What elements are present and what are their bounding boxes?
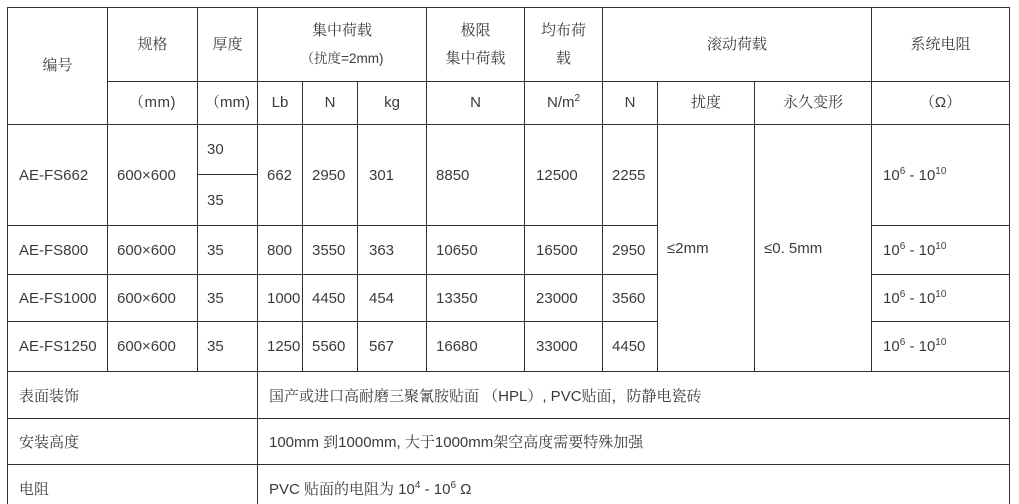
header-unit-kg: kg <box>358 82 427 125</box>
header-spec: 规格 <box>108 8 198 82</box>
cell-spec: 600×600 <box>108 125 198 226</box>
cell-rolling: 4450 <box>603 322 658 372</box>
cell-uniform: 12500 <box>525 125 603 226</box>
cell-resistance: $10^6 - 10^{10}$ <box>872 125 1010 226</box>
cell-id: AE-FS800 <box>8 226 108 275</box>
cell-load-n: 5560 <box>303 322 358 372</box>
cell-resistance: $10^6 - 10^{10}$ <box>872 226 1010 275</box>
cell-load-kg: 454 <box>358 275 427 322</box>
cell-ultimate: 16680 <box>427 322 525 372</box>
cell-id: AE-FS1000 <box>8 275 108 322</box>
header-uniform-unit: $N/m^2$ <box>525 82 603 125</box>
cell-thickness-30: 30 <box>198 125 258 175</box>
cell-spec: 600×600 <box>108 322 198 372</box>
cell-load-lb: 1000 <box>258 275 303 322</box>
cell-load-lb: 800 <box>258 226 303 275</box>
header-resistance-unit: （Ω） <box>872 82 1010 125</box>
header-spec-unit: （mm) <box>108 82 198 125</box>
header-concentrated-load <box>258 8 427 82</box>
header-thickness: 厚度 <box>198 8 258 82</box>
cell-spec: 600×600 <box>108 275 198 322</box>
cell-resistance: $10^6 - 10^{10}$ <box>872 275 1010 322</box>
footer-value-install-height: 100mm 到1000mm, 大于1000mm架空高度需要特殊加强 <box>258 419 1010 465</box>
footer-value-resistance: PVC 贴面的电阻为 $10^4 - 10^6$ Ω <box>258 465 1010 504</box>
header-rolling-deflection-label: 扰度 <box>658 82 755 125</box>
cell-thickness: 35 <box>198 275 258 322</box>
footer-label-install-height: 安装高度 <box>8 419 258 465</box>
table-row <box>8 372 1010 419</box>
cell-load-n: 2950 <box>303 125 358 226</box>
cell-ultimate: 10650 <box>427 226 525 275</box>
cell-load-n: 4450 <box>303 275 358 322</box>
cell-spec: 600×600 <box>108 226 198 275</box>
header-rolling-load: 滚动荷载 <box>603 8 872 82</box>
header-ultimate-unit: N <box>427 82 525 125</box>
header-ultimate-line2: 集中荷载 <box>445 49 506 67</box>
cell-rolling-deflection-value: ≤2mm <box>658 125 755 372</box>
cell-uniform: 16500 <box>525 226 603 275</box>
header-uniform-load <box>525 8 603 82</box>
header-unit-lb: Lb <box>258 82 303 125</box>
header-unit-n: N <box>303 82 358 125</box>
cell-id: AE-FS1250 <box>8 322 108 372</box>
header-thickness-unit: （mm) <box>198 82 258 125</box>
cell-thickness-35: 35 <box>198 175 258 226</box>
cell-ultimate: 8850 <box>427 125 525 226</box>
footer-label-resistance: 电阻 <box>8 465 258 504</box>
table-row <box>8 419 1010 465</box>
header-concentrated-load-title: 集中荷载 <box>312 21 373 39</box>
cell-uniform: 33000 <box>525 322 603 372</box>
cell-load-kg: 567 <box>358 322 427 372</box>
cell-ultimate: 13350 <box>427 275 525 322</box>
header-system-resistance: 系统电阻 <box>872 8 1010 82</box>
header-uniform-line2: 载 <box>556 49 572 67</box>
header-ultimate-line1: 极限 <box>460 21 491 39</box>
footer-label-surface: 表面装饰 <box>8 372 258 419</box>
header-uniform-line1: 均布荷 <box>541 21 587 39</box>
header-rolling-permanent-label: 永久变形 <box>755 82 872 125</box>
table-row <box>8 125 1010 175</box>
cell-load-kg: 363 <box>358 226 427 275</box>
header-id: 编号 <box>8 8 108 125</box>
cell-rolling: 2950 <box>603 226 658 275</box>
cell-rolling: 2255 <box>603 125 658 226</box>
header-concentrated-load-note: （扰度=2mm) <box>300 50 384 66</box>
header-rolling-unit-n: N <box>603 82 658 125</box>
table-row <box>8 465 1010 504</box>
cell-uniform: 23000 <box>525 275 603 322</box>
cell-load-lb: 662 <box>258 125 303 226</box>
cell-thickness: 35 <box>198 226 258 275</box>
cell-resistance: $10^6 - 10^{10}$ <box>872 322 1010 372</box>
cell-load-kg: 301 <box>358 125 427 226</box>
cell-rolling-permanent-value: ≤0. 5mm <box>755 125 872 372</box>
cell-id: AE-FS662 <box>8 125 108 226</box>
cell-load-lb: 1250 <box>258 322 303 372</box>
cell-load-n: 3550 <box>303 226 358 275</box>
header-ultimate-load <box>427 8 525 82</box>
cell-rolling: 3560 <box>603 275 658 322</box>
product-spec-table <box>7 7 1010 504</box>
footer-value-surface: 国产或进口高耐磨三聚氰胺贴面 （HPL）, PVC贴面，防静电瓷砖 <box>258 372 1010 419</box>
cell-thickness: 35 <box>198 322 258 372</box>
